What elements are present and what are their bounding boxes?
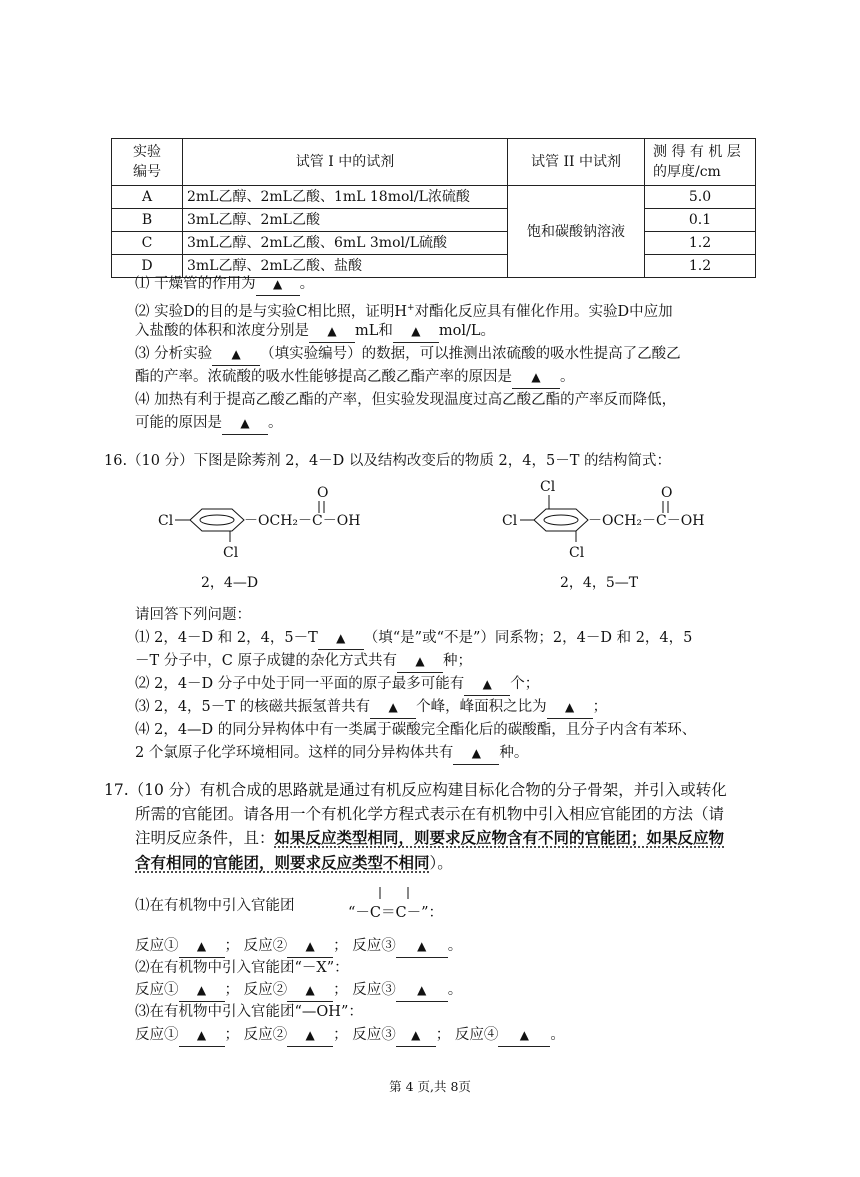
cell-id: C (112, 232, 183, 255)
q17-part3: ⑶在有机物中引入官能团“—OH”： (135, 1004, 363, 1020)
q17-line3: 注明反应条件，且：如果反应类型相同，则要求反应物含有不同的官能团；如果反应物 (135, 828, 725, 847)
q15-part4-line2: 可能的原因是 ▲ 。 (135, 412, 283, 435)
cell-reagent1: 3mL乙醇、2mL乙酸、盐酸 (183, 255, 508, 278)
chain-label: －OCH₂－C－OH (588, 513, 705, 529)
q17-part1: ⑴在有机物中引入官能团 (135, 898, 295, 914)
cell-id: A (112, 186, 183, 209)
chain-label: －OCH₂－C－OH (244, 513, 361, 529)
q15-part4-line1: ⑷ 加热有利于提高乙酸乙酯的产率，但实验发现温度过高乙酸乙酯的产率反而降低， (135, 392, 677, 408)
o-label: O (317, 485, 329, 501)
o-label: O (661, 485, 673, 501)
cell-id: D (112, 255, 183, 278)
answer-blank[interactable]: ▲ (370, 696, 416, 719)
q16-part3: ⑶ 2，4，5－T 的核磁共振氢普共有 ▲ 个峰，峰面积之比为 ▲ ； (135, 696, 607, 719)
q17-line2: 所需的官能团。请各用一个有机化学方程式表示在有机物中引入相应官能团的方法（请 (135, 805, 725, 823)
cl-label: Cl (223, 545, 239, 561)
q15-part1: ⑴ 干燥管的作用为 ▲ 。 (135, 273, 314, 296)
benzene-ring (534, 509, 588, 531)
answer-blank[interactable]: ▲ (498, 1024, 550, 1047)
answer-blank[interactable]: ▲ (396, 979, 448, 1002)
answer-blank[interactable]: ▲ (179, 979, 225, 1002)
answer-blank[interactable]: ▲ (397, 650, 443, 673)
q16-intro: 请回答下列问题： (135, 607, 251, 623)
answer-blank[interactable]: ▲ (222, 412, 268, 435)
header-thickness: 测 得 有 机 层 的厚度/cm (645, 139, 756, 186)
cell-thickness: 5.0 (645, 186, 756, 209)
structure-2-4-5-t (500, 472, 740, 570)
q17-part1-reactions: 反应① ▲ ； 反应② ▲ ； 反应③ ▲ 。 (135, 935, 462, 958)
q17-part1-group: “－C＝C－”： (348, 905, 444, 921)
q16-part1-line2: －T 分子中，C 原子成键的杂化方式共有 ▲ 种； (135, 650, 472, 673)
q16-part4-line2: 2 个氯原子化学环境相同。这样的同分异构体共有 ▲ 种。 (135, 742, 528, 765)
cell-thickness: 1.2 (645, 255, 756, 278)
q17-part2-reactions: 反应① ▲ ； 反应② ▲ ； 反应③ ▲ 。 (135, 979, 462, 1002)
table-row (112, 209, 756, 232)
cell-thickness: 0.1 (645, 209, 756, 232)
q15-part2-line1: ⑵ 实验D的目的是与实验C相比照，证明H+对酯化反应具有催化作用。实验D中应加 (135, 303, 673, 320)
q17-line1: 17.（10 分）有机合成的思路就是通过有机反应构建目标化合物的分子骨架，并引入或转化 (104, 781, 727, 799)
answer-blank[interactable]: ▲ (464, 673, 510, 696)
answer-blank[interactable]: ▲ (287, 1024, 333, 1047)
q17-part3-reactions: 反应① ▲ ； 反应② ▲ ； 反应③ ▲ ； 反应④ ▲ 。 (135, 1024, 565, 1047)
cl-label: Cl (502, 513, 518, 529)
answer-blank[interactable]: ▲ (318, 627, 364, 650)
answer-blank[interactable]: ▲ (547, 696, 593, 719)
caption-2-4-5-t: 2，4，5—T (560, 575, 639, 591)
table-row (112, 186, 756, 209)
cc-double-bond-bars (368, 883, 428, 905)
cell-thickness: 1.2 (645, 232, 756, 255)
answer-blank[interactable]: ▲ (179, 1024, 225, 1047)
header-reagent2: 试管 II 中试剂 (508, 139, 645, 186)
answer-blank[interactable]: ▲ (212, 343, 260, 366)
table-row (112, 232, 756, 255)
answer-blank[interactable]: ▲ (396, 935, 448, 958)
q16-part1-line1: ⑴ 2，4－D 和 2，4，5－T ▲ （填“是”或“不是”）同系物；2，4－D 和 2，4，5 (135, 627, 692, 650)
cell-reagent1: 3mL乙醇、2mL乙酸 (183, 209, 508, 232)
answer-blank[interactable]: ▲ (179, 935, 225, 958)
answer-blank[interactable]: ▲ (309, 320, 355, 343)
q16-part4-line1: ⑷ 2，4—D 的同分异构体中有一类属于碳酸完全酯化后的碳酸酯，且分子内含有苯环、 (135, 722, 697, 738)
q17-line4: 含有相同的官能团，则要求反应类型不相同）。 (135, 853, 453, 872)
answer-blank[interactable]: ▲ (512, 366, 560, 389)
q15-part3-line1: ⑶ 分析实验 ▲ （填实验编号）的数据，可以推测出浓硫酸的吸水性提高了乙酸乙 (135, 343, 681, 366)
cl-label: Cl (540, 479, 556, 495)
cell-reagent1: 3mL乙醇、2mL乙酸、6mL 3mol/L硫酸 (183, 232, 508, 255)
answer-blank[interactable]: ▲ (393, 320, 439, 343)
answer-blank[interactable]: ▲ (453, 742, 499, 765)
answer-blank[interactable]: ▲ (287, 979, 333, 1002)
page-footer: 第 4 页,共 8页 (389, 1079, 471, 1094)
caption-2-4-d: 2，4—D (201, 575, 259, 591)
structure-2-4-d (150, 480, 390, 570)
header-id: 实验 编号 (112, 139, 183, 186)
cl-label: Cl (158, 513, 174, 529)
benzene-ring (190, 509, 244, 531)
q16-part2: ⑵ 2，4－D 分子中处于同一平面的原子最多可能有 ▲ 个； (135, 673, 539, 696)
cell-id: B (112, 209, 183, 232)
answer-blank[interactable]: ▲ (287, 935, 333, 958)
answer-blank[interactable]: ▲ (396, 1024, 436, 1047)
cell-reagent2: 饱和碳酸钠溶液 (508, 186, 645, 278)
q15-part2-line2: 入盐酸的体积和浓度分别是 ▲ mL和 ▲ mol/L。 (135, 320, 495, 343)
cell-reagent1: 2mL乙醇、2mL乙酸、1mL 18mol/L浓硫酸 (183, 186, 508, 209)
table-header-row (112, 139, 756, 186)
cl-label: Cl (569, 545, 585, 561)
q16-title: 16.（10 分）下图是除莠剂 2，4－D 以及结构改变后的物质 2，4，5－T 的结构简式： (104, 453, 671, 469)
answer-blank[interactable]: ▲ (256, 273, 300, 296)
q17-part2: ⑵在有机物中引入官能团“－X”： (135, 960, 349, 976)
q15-part3-line2: 酯的产率。浓硫酸的吸水性能够提高乙酸乙酯产率的原因是 ▲ 。 (135, 366, 575, 389)
experiment-table (111, 138, 756, 278)
header-reagent1: 试管 I 中的试剂 (183, 139, 508, 186)
